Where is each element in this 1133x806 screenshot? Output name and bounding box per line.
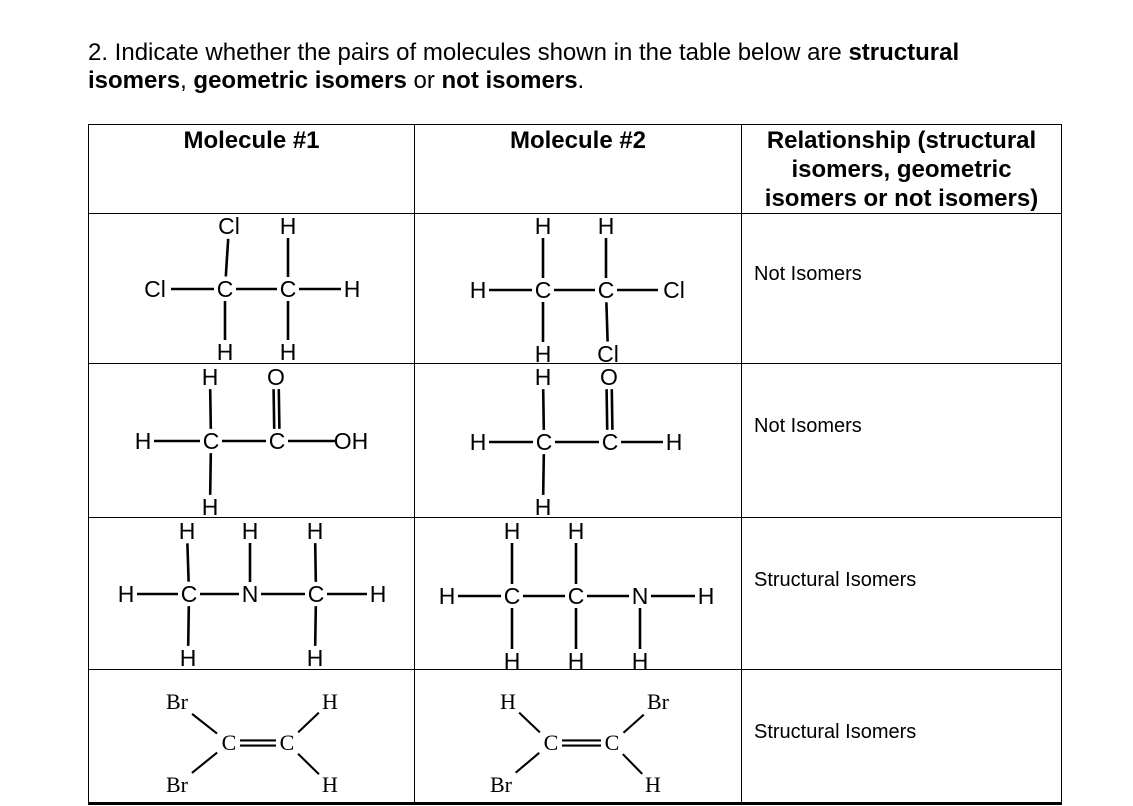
atom-label: C [180, 581, 198, 607]
atom-label: H [469, 277, 487, 303]
double-bond-line [274, 389, 275, 429]
question-line-2 [88, 67, 1053, 95]
atom-label: O [267, 364, 285, 390]
atom-label: H [438, 583, 456, 609]
single-bond-line [226, 239, 228, 277]
atom-label: H [369, 581, 387, 607]
text-segment: structural [848, 39, 960, 66]
atom-label: H [322, 689, 338, 714]
header-relationship: Relationship (structural isomers, geometric isomers or not isomers) [742, 125, 1061, 214]
relationship-answer: Structural Isomers [754, 569, 917, 591]
atom-label: Br [647, 689, 669, 714]
atom-label: H [503, 648, 521, 669]
atom-label: H [665, 429, 683, 455]
single-bond-line [298, 754, 319, 774]
atom-label: H [697, 583, 715, 609]
atom-label: H [178, 518, 196, 544]
atom-label: H [503, 518, 521, 544]
atom-label: C [221, 730, 237, 755]
atom-label: H [322, 772, 338, 797]
double-bond-line [607, 389, 608, 430]
atom-label: H [216, 339, 234, 363]
atom-label: C [601, 429, 619, 455]
atom-label: H [469, 429, 487, 455]
atom-label: C [279, 730, 295, 755]
atom-label: H [534, 341, 552, 363]
text-segment: geometric isomers [193, 67, 407, 94]
atom-label: H [567, 648, 585, 669]
question-line-1 [88, 39, 1053, 67]
single-bond-line [188, 606, 189, 646]
atom-label: Br [490, 772, 512, 797]
molecule-structure-diagram [415, 212, 741, 363]
double-bond-line [612, 389, 613, 430]
atom-label: H [306, 518, 324, 544]
table-row [89, 518, 1061, 670]
atom-label: H [241, 518, 259, 544]
atom-label: OH [333, 428, 369, 454]
molecule-structure-diagram [415, 670, 741, 803]
single-bond-line [192, 714, 217, 734]
text-segment: 2. Indicate whether the pairs of molecules shown in the table below are [88, 39, 849, 66]
isomer-table [88, 124, 1062, 805]
atom-label: C [534, 277, 552, 303]
atom-label: H [306, 645, 324, 669]
single-bond-line [315, 606, 316, 646]
atom-label: C [597, 277, 615, 303]
atom-label: H [534, 213, 552, 239]
atom-label: H [279, 213, 297, 239]
single-bond-line [519, 713, 540, 733]
molecule-2-cell [415, 518, 742, 670]
relationship-cell [742, 670, 1061, 803]
atom-label: H [645, 772, 661, 797]
text-segment: isomers [88, 67, 181, 94]
atom-label: H [534, 364, 552, 390]
table-row [89, 364, 1061, 518]
atom-label: N [241, 581, 259, 607]
table-header-row [89, 125, 1061, 212]
single-bond-line [543, 389, 544, 430]
atom-label: C [202, 428, 220, 454]
atom-label: Cl [218, 213, 240, 239]
single-bond-line [606, 302, 607, 341]
atom-label: H [567, 518, 585, 544]
atom-label: H [534, 494, 552, 517]
atom-label: H [134, 428, 152, 454]
atom-label: H [179, 645, 197, 669]
single-bond-line [543, 454, 544, 495]
relationship-answer: Not Isomers [754, 415, 862, 437]
relationship-answer: Not Isomers [754, 263, 862, 285]
text-segment: not isomers [441, 67, 578, 94]
single-bond-line [187, 543, 188, 581]
single-bond-line [623, 754, 642, 774]
text-segment: , [180, 67, 194, 94]
molecule-1-cell [89, 212, 415, 364]
atom-label: Br [166, 772, 188, 797]
molecule-structure-diagram [89, 212, 414, 363]
atom-label: H [597, 213, 615, 239]
molecule-structure-diagram [89, 670, 414, 803]
atom-label: H [279, 339, 297, 363]
atom-label: Cl [597, 341, 619, 363]
atom-label: H [201, 494, 219, 517]
table-body [89, 212, 1061, 803]
double-bond-line [279, 389, 280, 429]
molecule-2-cell [415, 670, 742, 803]
molecule-structure-diagram [89, 518, 414, 669]
question-text [88, 39, 1053, 95]
atom-label: H [117, 581, 135, 607]
single-bond-line [192, 753, 217, 773]
atom-label: C [535, 429, 553, 455]
molecule-structure-diagram [89, 364, 414, 517]
molecule-1-cell [89, 518, 415, 670]
single-bond-line [623, 715, 643, 733]
atom-label: H [201, 364, 219, 390]
atom-label: C [543, 730, 559, 755]
single-bond-line [298, 713, 319, 733]
relationship-answer: Structural Isomers [754, 721, 917, 743]
table-row [89, 212, 1061, 364]
relationship-cell [742, 212, 1061, 364]
relationship-cell [742, 364, 1061, 518]
molecule-1-cell [89, 364, 415, 518]
molecule-2-cell [415, 212, 742, 364]
atom-label: C [268, 428, 286, 454]
molecule-structure-diagram [415, 518, 741, 669]
single-bond-line [516, 753, 540, 773]
single-bond-line [210, 389, 211, 429]
atom-label: N [631, 583, 649, 609]
molecule-1-cell [89, 670, 415, 803]
header-molecule-2: Molecule #2 [415, 125, 742, 214]
atom-label: C [503, 583, 521, 609]
atom-label: C [604, 730, 620, 755]
atom-label: C [216, 276, 234, 302]
atom-label: Cl [144, 276, 166, 302]
atom-label: O [600, 364, 618, 390]
atom-label: H [343, 276, 361, 302]
atom-label: C [279, 276, 297, 302]
atom-label: Cl [663, 277, 685, 303]
atom-label: Br [166, 689, 188, 714]
single-bond-line [210, 453, 211, 495]
atom-label: C [567, 583, 585, 609]
text-segment: . [577, 67, 585, 94]
molecule-2-cell [415, 364, 742, 518]
atom-label: C [307, 581, 325, 607]
text-segment: or [406, 67, 442, 94]
single-bond-line [315, 543, 316, 582]
molecule-structure-diagram [415, 364, 741, 517]
atom-label: H [631, 648, 649, 669]
relationship-cell [742, 518, 1061, 670]
header-molecule-1: Molecule #1 [89, 125, 415, 214]
atom-label: H [500, 689, 516, 714]
table-row [89, 670, 1061, 803]
